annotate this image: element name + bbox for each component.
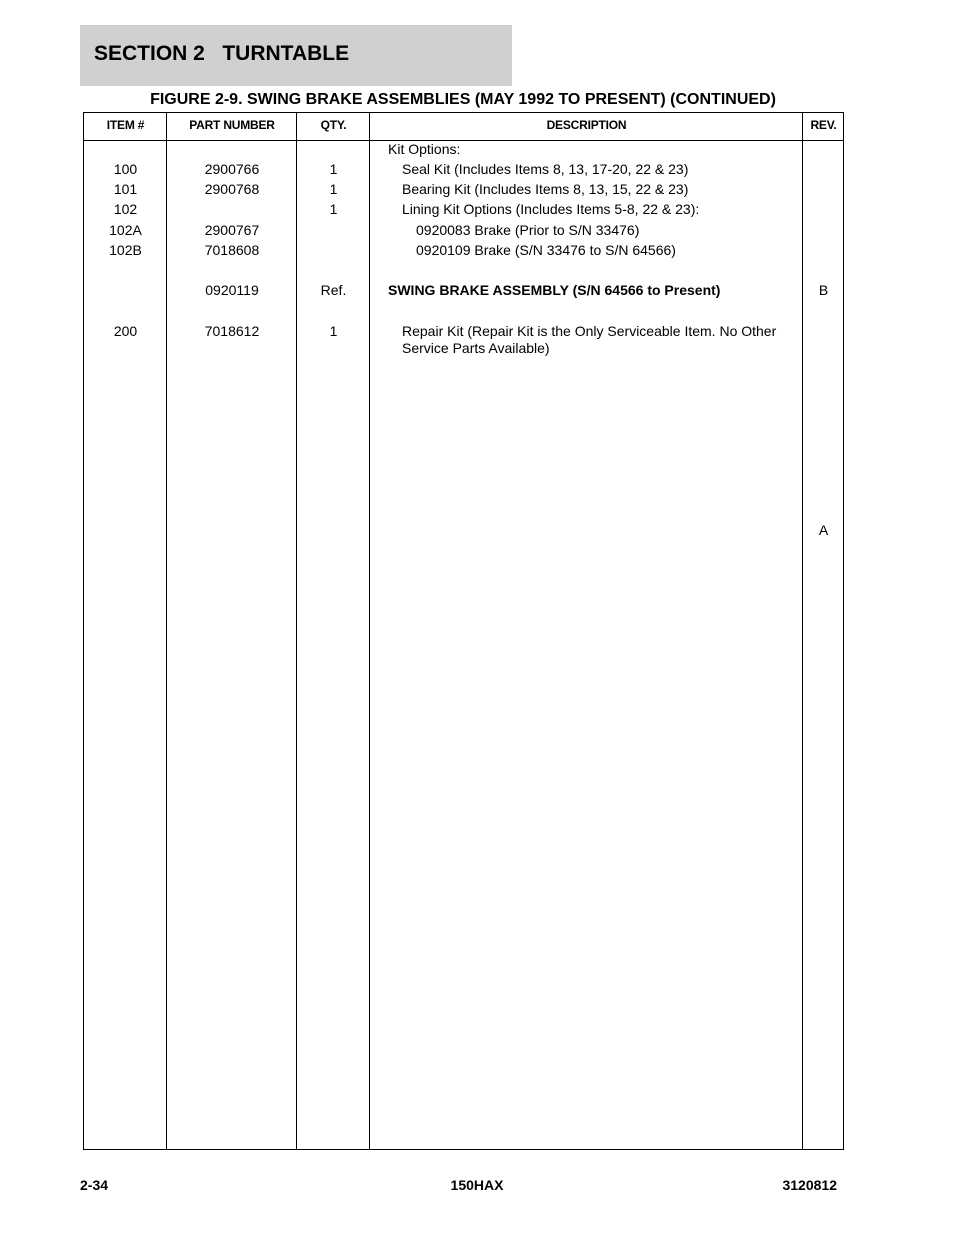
section-banner bbox=[80, 25, 512, 86]
model-name: 150HAX bbox=[450, 1177, 504, 1193]
row-item: 100 bbox=[113, 161, 138, 177]
parts-table bbox=[83, 112, 844, 1150]
row-part-number: 7018612 bbox=[204, 323, 260, 339]
row-qty: Ref. bbox=[320, 282, 347, 298]
page-number: 2-34 bbox=[80, 1177, 109, 1193]
column-divider bbox=[166, 113, 167, 1149]
row-part-number: 2900768 bbox=[204, 181, 260, 197]
row-description: Kit Options: bbox=[388, 141, 461, 157]
row-description: SWING BRAKE ASSEMBLY (S/N 64566 to Present) bbox=[388, 282, 721, 298]
header-part-number: PART NUMBER bbox=[189, 118, 275, 132]
row-qty: 1 bbox=[329, 323, 338, 339]
row-part-number: 2900767 bbox=[204, 222, 260, 238]
row-item: 102B bbox=[109, 242, 142, 258]
header-qty: QTY. bbox=[320, 118, 347, 132]
row-item: 102A bbox=[109, 222, 142, 238]
column-divider bbox=[296, 113, 297, 1149]
header-description: DESCRIPTION bbox=[546, 118, 627, 132]
row-description: Lining Kit Options (Includes Items 5-8, 22 & 23): bbox=[402, 201, 700, 217]
row-part-number: 2900766 bbox=[204, 161, 260, 177]
row-item: 200 bbox=[113, 323, 138, 339]
row-description: 0920109 Brake (S/N 33476 to S/N 64566) bbox=[416, 242, 676, 258]
section-title: SECTION 2 TURNTABLE bbox=[94, 42, 350, 65]
row-description: Seal Kit (Includes Items 8, 13, 17-20, 22 & 23) bbox=[402, 161, 689, 177]
header-rev: REV. bbox=[810, 118, 837, 132]
row-item: 101 bbox=[113, 181, 138, 197]
row-rev: A bbox=[818, 522, 829, 538]
row-rev: B bbox=[818, 282, 829, 298]
column-divider bbox=[369, 113, 370, 1149]
header-item: ITEM # bbox=[106, 118, 145, 132]
row-description: Repair Kit (Repair Kit is the Only Serviceable Item. No Other Service Parts Available) bbox=[402, 323, 777, 356]
row-part-number: 0920119 bbox=[205, 282, 259, 298]
figure-title: FIGURE 2-9. SWING BRAKE ASSEMBLIES (MAY 1992 TO PRESENT) (CONTINUED) bbox=[150, 91, 776, 108]
row-qty: 1 bbox=[329, 181, 338, 197]
row-item: 102 bbox=[113, 201, 138, 217]
row-description: 0920083 Brake (Prior to S/N 33476) bbox=[416, 222, 640, 238]
column-divider bbox=[802, 113, 803, 1149]
row-description: Bearing Kit (Includes Items 8, 13, 15, 22 & 23) bbox=[402, 181, 689, 197]
row-qty: 1 bbox=[329, 201, 338, 217]
document-number: 3120812 bbox=[782, 1177, 837, 1193]
row-qty: 1 bbox=[329, 161, 338, 177]
row-part-number: 7018608 bbox=[204, 242, 260, 258]
